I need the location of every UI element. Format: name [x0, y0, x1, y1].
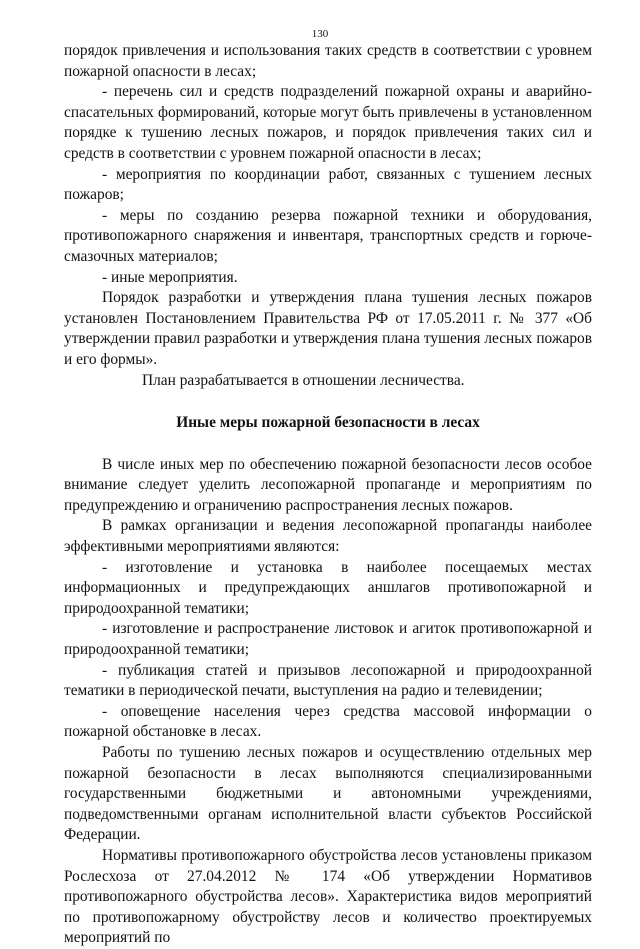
- list-item-coordination: - мероприятия по координации работ, связанных с тушением лесных пожаров;: [64, 165, 592, 204]
- list-item-notification: - оповещение населения через средства массовой информации о пожарной обстановке в лесах.: [64, 702, 592, 741]
- paragraph-works: Работы по тушению лесных пожаров и осуществлению отдельных мер пожарной безопасности в лесах выполняются специализированными государственными бюджетными и автономными учреждениями, подведомственными органам исполнительной власти субъектов Российской Федерации.: [64, 744, 592, 844]
- section-heading: Иные меры пожарной безопасности в лесах: [176, 414, 480, 432]
- list-item-reserve: - меры по созданию резерва пожарной техники и оборудования, противопожарного снаряжения и инвентаря, транспортных средств и горюче-смазочных материалов;: [64, 206, 592, 265]
- page-number: 130: [311, 28, 329, 40]
- list-item-leaflets: - изготовление и распространение листовок и агиток противопожарной и природоохранной тематики;: [64, 620, 592, 659]
- list-item-other: - иные мероприятия.: [102, 268, 238, 286]
- list-item-publications: - публикация статей и призывов лесопожарной и природоохранной тематики в периодической печати, выступления на радио и телевидении;: [64, 661, 592, 700]
- paragraph-plan: План разрабатывается в отношении лесничества.: [142, 371, 465, 389]
- paragraph-procedure: Порядок разработки и утверждения плана тушения лесных пожаров установлен Постановлением Правительства РФ от 17.05.2011 г. № 377 «Об утверждении правил разработки и утверждения плана тушения лесных пожаров и его формы».: [64, 289, 592, 368]
- page-content: [64, 41, 592, 949]
- paragraph-propaganda: В рамках организации и ведения лесопожарной пропаганды наиболее эффективными мероприятиями являются:: [64, 517, 592, 556]
- list-item-signs: - изготовление и установка в наиболее посещаемых местах информационных и предупреждающих аншлагов противопожарной и природоохранной тематики;: [64, 558, 592, 617]
- paragraph-continuation: порядок привлечения и использования таких средств в соответствии с уровнем пожарной опасности в лесах;: [64, 42, 592, 80]
- paragraph-norms: Нормативы противопожарного обустройства лесов установлены приказом Рослесхоза от 27.04.2012 № 174 «Об утверждении Нормативов противопожарного обустройства лесов». Характеристика видов мероприятий по противопожарному обустройству лесов и количество проектируемых мероприятий по: [64, 846, 592, 947]
- list-item-forces: - перечень сил и средств подразделений пожарной охраны и аварийно-спасательных формирований, которые могут быть привлечены в установленном порядке к тушению лесных пожаров, и порядок привлечения таких сил и средств в соответствии с уровнем пожарной опасности в лесах;: [64, 83, 592, 162]
- paragraph-intro: В числе иных мер по обеспечению пожарной безопасности лесов особое внимание следует уделить лесопожарной пропаганде и мероприятиям по предупреждению и ограничению распространения лесных пожаров.: [64, 455, 592, 514]
